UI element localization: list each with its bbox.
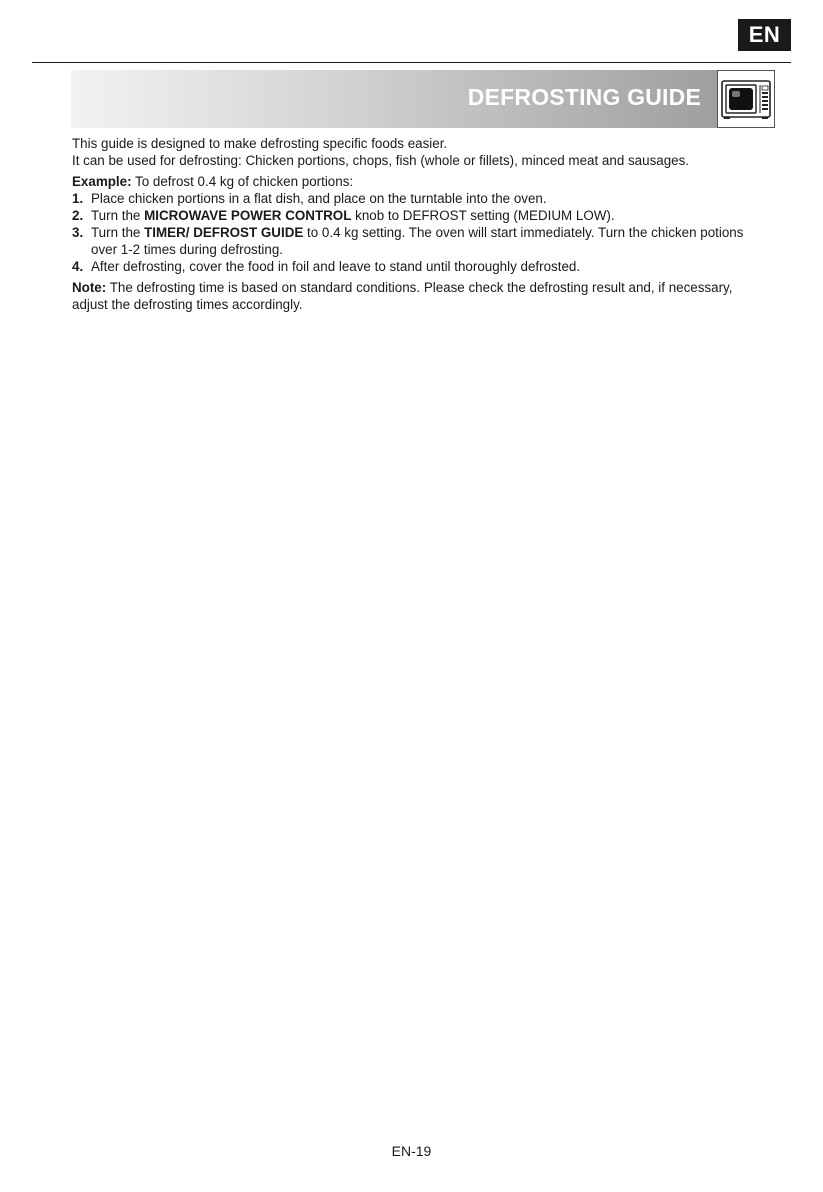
note-text: The defrosting time is based on standard conditions. Please check the defrosting result and, if necessary, adjust the defrosting times accordingly. [72, 280, 733, 312]
microwave-icon [717, 70, 775, 128]
step-text: After defrosting, cover the food in foil and leave to stand until thoroughly defrosted. [91, 259, 581, 274]
guide-content [72, 135, 762, 313]
step-number: 2. [72, 208, 84, 223]
section-banner [71, 70, 717, 128]
page-number: EN-19 [391, 1143, 432, 1159]
example-text: To defrost 0.4 kg of chicken portions: [131, 174, 354, 189]
step-control-name: TIMER/ DEFROST GUIDE [144, 225, 304, 240]
step-text-post: knob to DEFROST setting (MEDIUM LOW). [351, 208, 615, 223]
note-line [72, 279, 762, 313]
step-number: 1. [72, 191, 84, 206]
header-divider [32, 62, 791, 63]
step-control-name: MICROWAVE POWER CONTROL [144, 208, 352, 223]
step-item [72, 207, 762, 224]
step-item [72, 190, 762, 207]
step-text: Place chicken portions in a flat dish, and place on the turntable into the oven. [91, 191, 547, 206]
step-text-pre: Turn the [91, 208, 145, 223]
step-text-pre: Turn the [91, 225, 145, 240]
step-number: 3. [72, 225, 84, 240]
language-badge: EN [738, 19, 791, 51]
step-text-post: to 0.4 kg setting. The oven will start immediately. Turn the chicken potions over 1-2 times during defrosting. [91, 225, 744, 257]
example-line [72, 173, 762, 190]
step-item [72, 258, 762, 275]
note-label: Note: [72, 280, 107, 295]
intro-line-1: This guide is designed to make defrosting specific foods easier. [72, 136, 448, 151]
intro-line-2: It can be used for defrosting: Chicken portions, chops, fish (whole or fillets), minced meat and sausages. [72, 153, 690, 168]
step-number: 4. [72, 259, 84, 274]
example-label: Example: [72, 174, 132, 189]
steps-list [72, 190, 762, 275]
section-title: DEFROSTING GUIDE [467, 84, 701, 110]
step-item [72, 224, 762, 258]
